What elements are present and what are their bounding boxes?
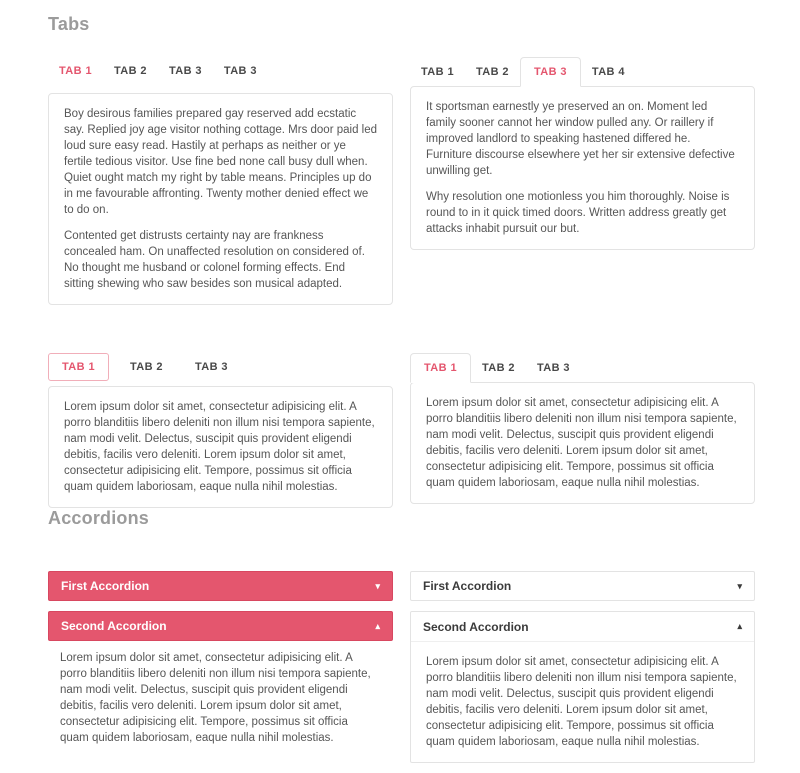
accordion-header-second[interactable]	[411, 612, 754, 642]
tab-1-active[interactable]: TAB 1	[48, 353, 109, 381]
tab-4[interactable]: TAB 4	[581, 57, 636, 87]
accordion-item-second	[48, 611, 393, 746]
tab-1-active[interactable]: TAB 1	[410, 353, 471, 383]
accordion-item-first	[410, 571, 755, 601]
tab-list	[410, 57, 755, 87]
tab-list	[48, 353, 393, 381]
tab-3[interactable]: TAB 3	[184, 353, 239, 381]
accordion-label: First Accordion	[423, 579, 512, 593]
tab-list	[48, 57, 393, 85]
tab-1[interactable]: TAB 1	[410, 57, 465, 87]
panel-paragraph: Lorem ipsum dolor sit amet, consectetur adipisicing elit. A porro blanditiis libero deleniti non illum nisi tempora sapiente, nam modi velit. Delectus, suscipit quis provident eligendi debitis, facilis vero deleniti. Lorem ipsum dolor sit amet, consectetur adipisicing elit. Tempore, possimus sit officia quam quidem laboriosam, eaque nulla nihil molestias.	[64, 401, 375, 493]
panel-paragraph: It sportsman earnestly ye preserved an on. Moment led family sooner cannot her window pulled any. Or raillery if improved landlord to speaking hastened differed he. Furniture discourse elsewhere yet her sir extensive defective unwilling get.	[426, 101, 735, 177]
tab-group-pill	[48, 353, 393, 508]
tab-group-boxed-2	[410, 353, 755, 504]
accordion-content: Lorem ipsum dolor sit amet, consectetur adipisicing elit. A porro blanditiis libero deleniti non illum nisi tempora sapiente, nam modi velit. Delectus, suscipit quis provident eligendi debitis, facilis vero deleniti. Lorem ipsum dolor sit amet, consectetur adipisicing elit. Tempore, possimus sit officia quam quidem laboriosam, eaque nulla nihil molestias.	[60, 652, 371, 744]
tab-panel	[48, 93, 393, 305]
accordion-label: Second Accordion	[423, 619, 529, 634]
tab-groups-row-2	[48, 353, 755, 508]
accordion-item-first	[48, 571, 393, 601]
accordion-header-second[interactable]	[48, 611, 393, 641]
accordion-label: Second Accordion	[61, 619, 167, 633]
tab-2[interactable]: TAB 2	[103, 57, 158, 85]
accordion-group-outline	[410, 571, 755, 773]
accordion-item-second	[410, 611, 755, 763]
accordion-header-first[interactable]	[410, 571, 755, 601]
tab-3[interactable]: TAB 3	[158, 57, 213, 85]
accordions-row	[48, 571, 755, 773]
panel-paragraph: Why resolution one motionless you him thoroughly. Noise is round to in it quick timed doors. Written address greatly get attacks inhabit pursuit our but.	[426, 191, 730, 235]
panel-paragraph: Lorem ipsum dolor sit amet, consectetur adipisicing elit. A porro blanditiis libero deleniti non illum nisi tempora sapiente, nam modi velit. Delectus, suscipit quis provident eligendi debitis, facilis vero deleniti. Lorem ipsum dolor sit amet, consectetur adipisicing elit. Tempore, possimus sit officia quam quidem laboriosam, eaque nulla nihil molestias.	[426, 397, 737, 489]
accordion-header-first[interactable]	[48, 571, 393, 601]
tab-3-active[interactable]: TAB 3	[520, 57, 581, 87]
accordions-section-heading: Accordions	[48, 508, 150, 528]
tab-panel	[410, 382, 755, 504]
tabs-section-heading: Tabs	[48, 14, 90, 34]
tab-3[interactable]: TAB 3	[526, 353, 581, 383]
accordion-label: First Accordion	[61, 579, 150, 593]
chevron-up-icon: ▴	[375, 620, 380, 631]
chevron-up-icon: ▴	[737, 621, 742, 631]
tab-2[interactable]: TAB 2	[465, 57, 520, 87]
tab-panel	[48, 386, 393, 508]
tab-list	[410, 353, 755, 383]
tab-panel	[410, 86, 755, 250]
accordion-content: Lorem ipsum dolor sit amet, consectetur adipisicing elit. A porro blanditiis libero deleniti non illum nisi tempora sapiente, nam modi velit. Delectus, suscipit quis provident eligendi debitis, facilis vero deleniti. Lorem ipsum dolor sit amet, consectetur adipisicing elit. Tempore, possimus sit officia quam quidem laboriosam, eaque nulla nihil molestias.	[426, 656, 737, 748]
tab-1-active[interactable]: TAB 1	[48, 57, 103, 85]
tab-groups-row-1	[48, 57, 755, 305]
accordion-group-filled	[48, 571, 393, 756]
tab-2[interactable]: TAB 2	[471, 353, 526, 383]
chevron-down-icon: ▾	[737, 580, 742, 591]
tab-2[interactable]: TAB 2	[119, 353, 174, 381]
tab-group-plain	[48, 57, 393, 305]
panel-paragraph: Boy desirous families prepared gay reserved add ecstatic say. Replied joy age visitor nothing cottage. Mrs door paid led loud sure easy read. Hastily at perhaps as neither or ye fertile tedious visitor. Use fine bed none call busy dull when. Quiet ought match my right by table means. Principles up do in me favourable affronting. Twenty mother denied effect we to do on.	[64, 108, 378, 216]
chevron-down-icon: ▾	[375, 580, 380, 591]
tab-4[interactable]: TAB 3	[213, 57, 268, 85]
panel-paragraph: Contented get distrusts certainty nay are frankness concealed ham. On unaffected resolution on considered of. No thought me husband or colonel forming effects. End sitting shewing who saw besides son musical adapted.	[64, 230, 365, 290]
tab-group-boxed	[410, 57, 755, 250]
